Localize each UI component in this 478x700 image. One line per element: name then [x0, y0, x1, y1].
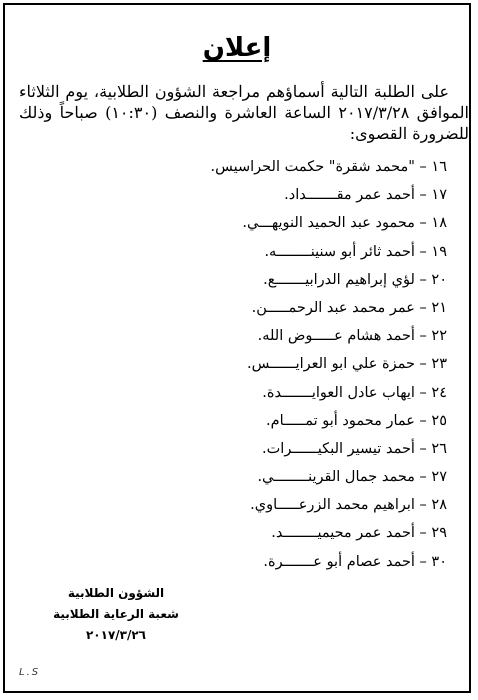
dash-separator: – — [414, 187, 432, 204]
student-name: حمزة علي ابو العرايــــــس. — [246, 356, 415, 373]
student-list-item — [205, 181, 447, 209]
dash-separator: – — [414, 159, 432, 175]
dash-separator: – — [414, 243, 432, 260]
student-name: أحمد ثائر أبو سنينــــــــه. — [264, 243, 415, 260]
student-name: أحمد عمر محيميــــــــد. — [271, 525, 415, 542]
student-number: ٢١ — [431, 299, 447, 316]
dash-separator: – — [414, 328, 432, 345]
student-number: ٢٢ — [431, 328, 447, 345]
author-initials: L.S — [19, 667, 41, 678]
student-number: ٣٠ — [431, 553, 447, 570]
student-number: ١٨ — [431, 215, 447, 232]
student-name: "محمد شقرة" حكمت الحراسيس. — [210, 159, 415, 175]
student-name: لؤي إبراهيم الدرابيـــــــع. — [263, 271, 415, 288]
dash-separator: – — [414, 299, 432, 316]
student-list-item — [205, 209, 447, 237]
student-name: أحمد عصام أبو عـــــــرة. — [263, 553, 415, 570]
dash-separator: – — [414, 356, 432, 373]
student-name: ابراهيم محمد الزرعـــــاوي. — [250, 497, 415, 514]
announcement-title-wrap — [5, 33, 469, 63]
signature-department: الشؤون الطلابية — [67, 586, 165, 600]
student-list-item — [205, 322, 447, 350]
student-number: ٢٤ — [431, 384, 447, 401]
student-list-item — [205, 238, 447, 266]
student-list-item — [205, 548, 447, 576]
student-name: عمار محمود أبو تمـــــام. — [265, 412, 415, 429]
student-list-item — [205, 266, 447, 294]
student-name: محمد جمال القرينــــــــي. — [257, 469, 415, 486]
signature-section: شعبة الرعاية الطلابية — [53, 607, 179, 621]
student-number: ٢٨ — [431, 497, 447, 514]
dash-separator: – — [414, 412, 432, 429]
student-list-item — [205, 519, 447, 547]
student-number: ٢٦ — [431, 440, 447, 457]
dash-separator: – — [414, 271, 432, 288]
student-number: ١٦ — [431, 159, 447, 175]
student-list-item — [205, 407, 447, 435]
dash-separator: – — [414, 469, 432, 486]
dash-separator: – — [414, 384, 432, 401]
student-name: عمر محمد عبد الرحمـــــن. — [251, 299, 415, 316]
student-number: ٢٥ — [431, 412, 447, 429]
student-name: ايهاب عادل العوايـــــــدة. — [262, 384, 415, 401]
student-name: أحمد هشام عـــــوض الله. — [257, 328, 415, 345]
announcement-title: إعلان — [202, 33, 272, 63]
student-name: أحمد عمر مقـــــــداد. — [284, 187, 415, 204]
intro-paragraph: على الطلبة التالية أسماؤهم مراجعة الشؤون الطلابية، يوم الثلاثاء الموافق ٢٠١٧/٣/٢٨ الساعة العاشرة والنصف (١٠:٣٠) صباحاً وذلك للضرورة القصوى: — [19, 82, 470, 143]
student-number: ٢٧ — [431, 469, 447, 486]
student-list-item — [205, 379, 447, 407]
dash-separator: – — [414, 497, 432, 514]
dash-separator: – — [414, 215, 432, 232]
signature-date: ٢٠١٧/٣/٢٦ — [85, 628, 147, 642]
student-name: أحمد تيسير البكيــــــرات. — [262, 440, 415, 457]
signature-block — [51, 583, 181, 646]
student-number: ١٧ — [431, 187, 447, 204]
student-list — [205, 153, 447, 576]
page-frame — [3, 3, 471, 693]
student-list-item — [205, 350, 447, 378]
dash-separator: – — [414, 553, 432, 570]
student-number: ٢٩ — [431, 525, 447, 542]
student-list-item — [205, 435, 447, 463]
student-number: ٢٣ — [431, 356, 447, 373]
student-number: ٢٠ — [431, 271, 447, 288]
student-list-item — [205, 491, 447, 519]
student-list-item — [205, 294, 447, 322]
dash-separator: – — [414, 440, 432, 457]
student-list-item — [205, 153, 447, 181]
dash-separator: – — [414, 525, 432, 542]
intro-paragraph-wrap — [19, 81, 469, 144]
student-number: ١٩ — [431, 243, 447, 260]
student-name: محمود عبد الحميد النويهـــي. — [242, 215, 415, 232]
student-list-item — [205, 463, 447, 491]
